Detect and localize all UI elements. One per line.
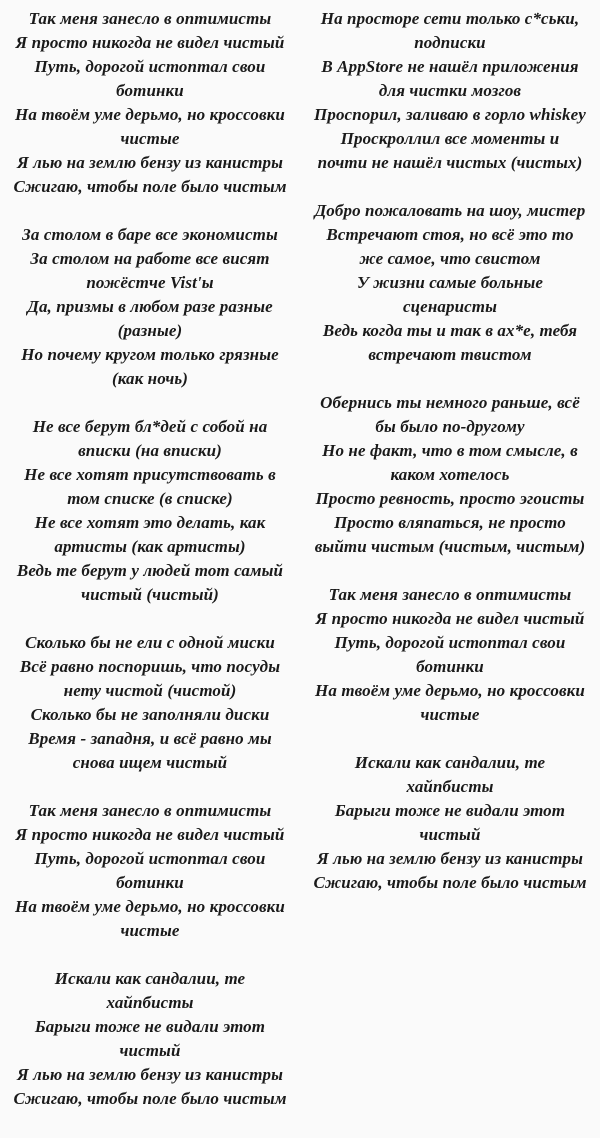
lyric-line: сценаристы xyxy=(402,297,497,316)
lyric-line: пожёстче Vist'ы xyxy=(86,273,214,292)
lyric-line: снова ищем чистый xyxy=(72,753,228,772)
lyric-line: ботинки xyxy=(116,81,184,100)
lyric-line: вписки (на вписки) xyxy=(78,441,222,460)
lyric-line: Всё равно поспоришь, что посуды xyxy=(19,657,281,676)
lyrics-stanza xyxy=(300,199,600,367)
lyric-line: Так меня занесло в оптимисты xyxy=(328,585,572,604)
lyrics-stanza xyxy=(0,967,300,1111)
lyric-line: Сжигаю, чтобы поле было чистым xyxy=(313,873,587,892)
lyric-line: У жизни самые больные xyxy=(356,273,544,292)
lyric-line: Сколько бы не ели с одной миски xyxy=(25,633,275,652)
lyric-line: Я просто никогда не видел чистый xyxy=(15,33,285,52)
lyric-line: Проскроллил все моменты и xyxy=(340,129,560,148)
lyric-line: За столом на работе все висят xyxy=(30,249,270,268)
lyric-line: встречают твистом xyxy=(368,345,532,364)
lyric-line: Просто вляпаться, не просто xyxy=(334,513,566,532)
lyric-line: Так меня занесло в оптимисты xyxy=(28,801,272,820)
lyrics-stanza xyxy=(300,583,600,727)
lyric-line: нету чистой (чистой) xyxy=(63,681,237,700)
lyric-line: Сжигаю, чтобы поле было чистым xyxy=(13,1089,287,1108)
lyric-line: Но почему кругом только грязные xyxy=(21,345,279,364)
lyric-line: Я просто никогда не видел чистый xyxy=(15,825,285,844)
lyrics-stanza xyxy=(300,751,600,895)
lyric-line: За столом в баре все экономисты xyxy=(22,225,278,244)
lyric-line: Я лью на землю бензу из канистры xyxy=(316,849,584,868)
lyric-line: Не все хотят это делать, как xyxy=(34,513,266,532)
lyric-line: чистый xyxy=(119,1041,181,1060)
lyrics-stanza xyxy=(300,391,600,559)
lyric-line: Я лью на землю бензу из канистры xyxy=(16,153,284,172)
lyric-line: почти не нашёл чистых (чистых) xyxy=(317,153,583,172)
lyric-line: чистые xyxy=(420,705,480,724)
lyric-line: Не все берут бл*дей с собой на xyxy=(32,417,268,436)
lyric-line: ботинки xyxy=(116,873,184,892)
lyric-line: Обернись ты немного раньше, всё xyxy=(320,393,580,412)
lyric-line: Ведь те берут у людей тот самый xyxy=(16,561,284,580)
lyric-line: Сжигаю, чтобы поле было чистым xyxy=(13,177,287,196)
lyric-line: подписки xyxy=(414,33,486,52)
lyric-line: Не все хотят присутствовать в xyxy=(24,465,276,484)
lyric-line: том списке (в списке) xyxy=(67,489,233,508)
lyrics-stanza xyxy=(0,799,300,943)
lyric-line: Так меня занесло в оптимисты xyxy=(28,9,272,28)
lyric-line: хайпбисты xyxy=(406,777,494,796)
lyric-line: каком хотелось xyxy=(390,465,510,484)
lyrics-stanza xyxy=(0,7,300,199)
lyric-line: На просторе сети только с*ськи, xyxy=(320,9,580,28)
lyric-line: чистые xyxy=(120,129,180,148)
lyric-line: же самое, что свистом xyxy=(359,249,541,268)
lyric-line: Время - западня, и всё равно мы xyxy=(28,729,272,748)
lyric-line: (разные) xyxy=(117,321,183,340)
lyric-line: Я лью на землю бензу из канистры xyxy=(16,1065,284,1084)
lyric-line: бы было по-другому xyxy=(375,417,525,436)
lyric-line: В AppStore не нашёл приложения xyxy=(321,57,579,76)
lyric-line: На твоём уме дерьмо, но кроссовки xyxy=(15,897,285,916)
lyrics-stanza xyxy=(300,7,600,175)
lyric-line: Ведь когда ты и так в ах*е, тебя xyxy=(322,321,578,340)
lyric-line: Путь, дорогой истоптал свои xyxy=(34,849,266,868)
lyric-line: Путь, дорогой истоптал свои xyxy=(334,633,566,652)
lyrics-stanza xyxy=(0,223,300,391)
lyric-line: Проспорил, заливаю в горло whiskey xyxy=(314,105,586,124)
lyric-line: Я просто никогда не видел чистый xyxy=(315,609,585,628)
lyric-line: Добро пожаловать на шоу, мистер xyxy=(314,201,586,220)
lyric-line: На твоём уме дерьмо, но кроссовки xyxy=(315,681,585,700)
lyric-line: На твоём уме дерьмо, но кроссовки xyxy=(15,105,285,124)
lyric-line: Да, призмы в любом разе разные xyxy=(27,297,273,316)
lyric-line: (как ночь) xyxy=(111,369,189,388)
lyrics-stanza xyxy=(0,631,300,775)
lyric-line: чистые xyxy=(120,921,180,940)
lyric-line: Искали как сандалии, те xyxy=(354,753,546,772)
lyric-line: хайпбисты xyxy=(106,993,194,1012)
lyric-line: чистый (чистый) xyxy=(81,585,219,604)
lyric-line: Путь, дорогой истоптал свои xyxy=(34,57,266,76)
lyric-line: Искали как сандалии, те xyxy=(54,969,246,988)
lyric-line: артисты (как артисты) xyxy=(54,537,246,556)
lyric-line: Барыги тоже не видали этот xyxy=(334,801,566,820)
lyric-line: Встречают стоя, но всё это то xyxy=(326,225,574,244)
lyric-line: чистый xyxy=(419,825,481,844)
lyric-line: для чистки мозгов xyxy=(378,81,522,100)
lyrics-stanza xyxy=(0,415,300,607)
lyric-line: Просто ревность, просто эгоисты xyxy=(315,489,585,508)
lyric-line: Сколько бы не заполняли диски xyxy=(30,705,270,724)
lyric-line: Но не факт, что в том смысле, в xyxy=(322,441,578,460)
lyric-line: Барыги тоже не видали этот xyxy=(34,1017,266,1036)
lyric-line: ботинки xyxy=(416,657,484,676)
lyric-line: выйти чистым (чистым, чистым) xyxy=(314,537,586,556)
